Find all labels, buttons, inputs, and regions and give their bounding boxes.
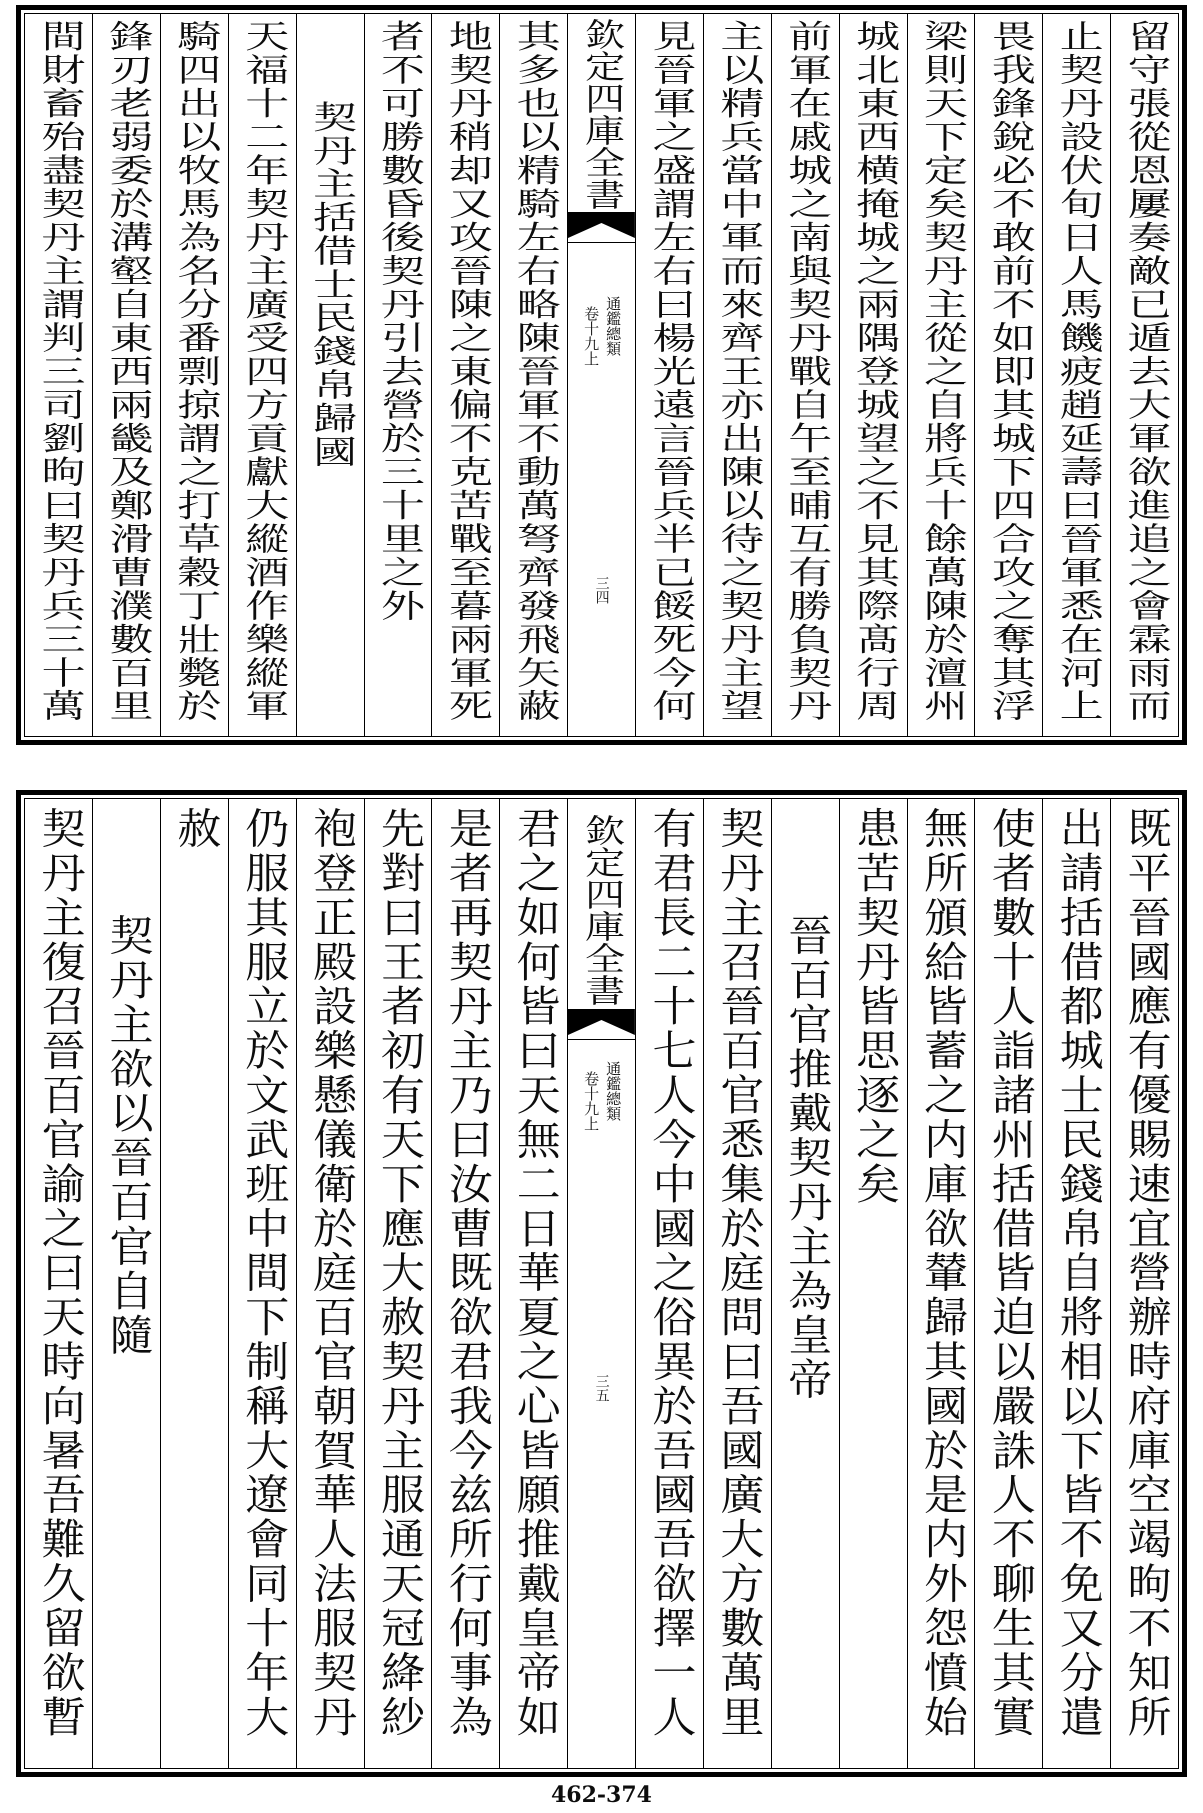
upper-text-frame xyxy=(24,13,1179,737)
text-column xyxy=(1042,799,1110,1768)
section-heading: 晉百官推戴契丹主為皇帝 xyxy=(780,913,832,1403)
column-text: 前軍在戚城之南與契丹戰自午至晡互有勝負契丹 xyxy=(780,19,832,723)
column-text: 鋒刃老弱委於溝壑自東西兩畿及鄭滑曹濮數百里 xyxy=(101,19,153,723)
text-column xyxy=(907,799,975,1768)
lower-text-frame xyxy=(24,798,1179,1769)
text-column xyxy=(635,799,703,1768)
column-text: 患苦契丹皆思逐之矣 xyxy=(848,806,900,1207)
heading-column xyxy=(296,14,364,736)
column-text: 是者再契丹主乃曰汝曹既欲君我今兹所行何事為 xyxy=(440,806,492,1740)
column-text: 有君長二十七人今中國之俗異於吾國吾欲擇一人 xyxy=(644,806,696,1740)
text-column xyxy=(703,14,771,736)
column-text: 止契丹設伏旬日人馬饑疲趙延壽曰晉軍悉在河上 xyxy=(1051,19,1103,723)
folio-number: 三四 xyxy=(593,576,610,604)
column-text: 城北東西横掩城之兩隅登城望之不見其際髙行周 xyxy=(848,19,900,723)
text-column xyxy=(839,799,907,1768)
text-column xyxy=(499,799,567,1768)
heading-column xyxy=(92,799,160,1768)
column-text: 無所頒給皆蓄之内庫欲輦歸其國於是内外怨憤始 xyxy=(915,806,967,1740)
column-text: 袍登正殿設樂懸儀衛於庭百官朝賀華人法服契丹 xyxy=(305,806,357,1740)
section-heading: 契丹主欲以晉百官自隨 xyxy=(101,913,153,1358)
text-column xyxy=(431,14,499,736)
upper-half-page xyxy=(16,5,1187,745)
text-column xyxy=(25,14,92,736)
section-heading: 契丹主括借士民錢帛歸國 xyxy=(305,100,357,469)
folio-number: 三五 xyxy=(593,1374,610,1402)
book-title: 通鑑總類 xyxy=(604,296,623,356)
column-text: 者不可勝數昏後契丹引去營於三十里之外 xyxy=(372,19,424,623)
column-text: 契丹主復召晉百官諭之曰天時向暑吾難久留欲暫 xyxy=(33,806,85,1740)
center-band xyxy=(567,14,635,736)
page-number-footer: 462-374 xyxy=(551,1782,652,1808)
column-text: 間財畜殆盡契丹主謂判三司劉昫曰契丹兵三十萬 xyxy=(33,19,85,723)
center-labels xyxy=(568,1061,635,1131)
text-column xyxy=(228,14,296,736)
text-column xyxy=(1110,14,1178,736)
column-text: 地契丹稍却又攻晉陳之東偏不克苦戰至暮兩軍死 xyxy=(440,19,492,723)
column-text: 既平晉國應有優賜速宜營辦時府庫空竭昫不知所 xyxy=(1119,806,1171,1740)
text-column xyxy=(431,799,499,1768)
column-text: 梁則天下定矣契丹主從之自將兵十餘萬陳於澶州 xyxy=(915,19,967,723)
text-column xyxy=(296,799,364,1768)
text-column xyxy=(228,799,296,1768)
text-column xyxy=(25,799,92,1768)
text-column xyxy=(364,14,432,736)
column-text: 先對曰王者初有天下應大赦契丹主服通天冠絳紗 xyxy=(372,806,424,1740)
column-text: 其多也以精騎左右略陳晉軍不動萬弩齊發飛矢蔽 xyxy=(508,19,560,723)
text-column xyxy=(974,799,1042,1768)
center-labels xyxy=(568,296,635,366)
text-column xyxy=(499,14,567,736)
column-text: 見晉軍之盛謂左右曰楊光遠言晉兵半已餒死今何 xyxy=(644,19,696,723)
text-column xyxy=(92,14,160,736)
text-column xyxy=(703,799,771,1768)
column-text: 騎四出以牧馬為名分番剽掠謂之打草穀丁壯斃於 xyxy=(169,19,221,723)
column-text: 天福十二年契丹主廣受四方貢獻大縱酒作樂縱軍 xyxy=(237,19,289,723)
text-column xyxy=(839,14,907,736)
collection-title: 欽定四庫全書 xyxy=(578,18,625,210)
column-text: 出請括借都城士民錢帛自將相以下皆不免又分遣 xyxy=(1051,806,1103,1740)
volume-label: 卷十九上 xyxy=(582,306,601,366)
column-text: 留守張從恩屢奏敵已遁去大軍欲進追之會霖雨而 xyxy=(1119,19,1171,723)
text-column xyxy=(160,799,228,1768)
volume-label: 卷十九上 xyxy=(582,1071,601,1131)
column-text: 仍服其服立於文武班中間下制稱大遼會同十年大 xyxy=(237,806,289,1740)
text-column xyxy=(907,14,975,736)
column-text: 赦 xyxy=(169,806,221,852)
column-text: 契丹主召晉百官悉集於庭問曰吾國廣大方數萬里 xyxy=(712,806,764,1740)
fishtail-ornament xyxy=(568,212,635,238)
center-band xyxy=(567,799,635,1768)
lower-half-page xyxy=(16,790,1187,1777)
column-text: 主以精兵當中軍而來齊王亦出陳以待之契丹主望 xyxy=(712,19,764,723)
text-column xyxy=(771,14,839,736)
fishtail-ornament xyxy=(568,1009,635,1035)
text-column xyxy=(974,14,1042,736)
fishtail-rule xyxy=(568,1039,635,1040)
column-text: 君之如何皆曰天無二日華夏之心皆願推戴皇帝如 xyxy=(508,806,560,1740)
collection-title: 欽定四庫全書 xyxy=(578,814,625,1006)
text-column xyxy=(364,799,432,1768)
heading-column xyxy=(771,799,839,1768)
text-column xyxy=(1042,14,1110,736)
text-column xyxy=(1110,799,1178,1768)
column-text: 使者數十人詣諸州括借皆迫以嚴誅人不聊生其實 xyxy=(983,806,1035,1740)
book-title: 通鑑總類 xyxy=(604,1061,623,1121)
text-column xyxy=(160,14,228,736)
column-text: 畏我鋒銳必不敢前不如即其城下四合攻之奪其浮 xyxy=(983,19,1035,723)
fishtail-rule xyxy=(568,242,635,243)
text-column xyxy=(635,14,703,736)
